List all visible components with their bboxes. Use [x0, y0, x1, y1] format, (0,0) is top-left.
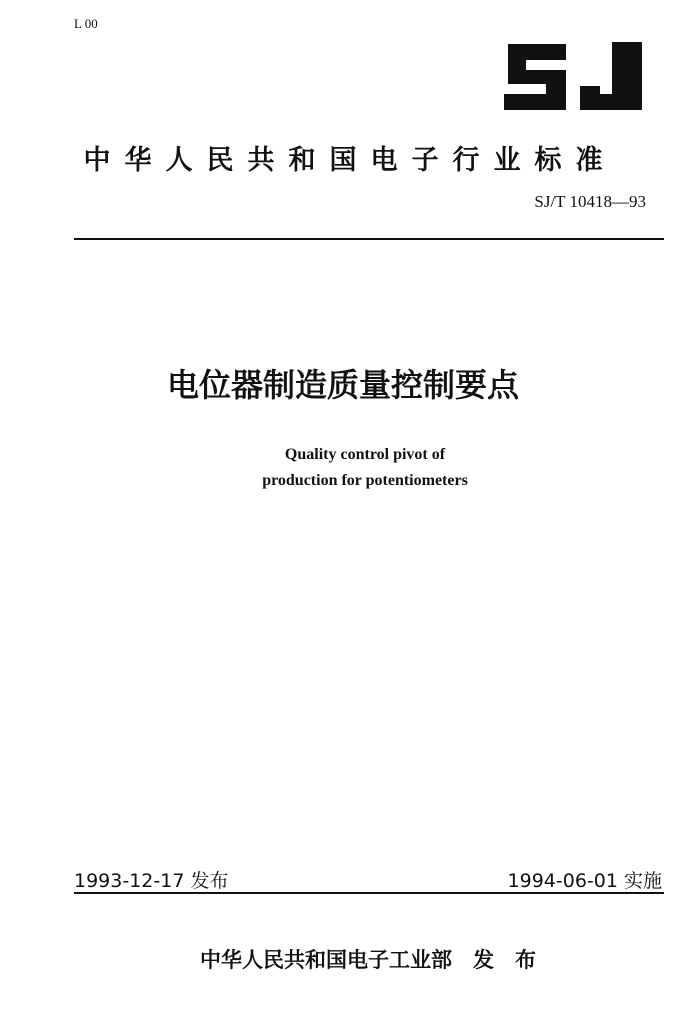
implementation-date: 1994-06-01 实施: [507, 870, 662, 892]
sj-logo: [500, 40, 646, 114]
title-en-line-2: production for potentiometers: [262, 472, 468, 489]
document-title-cn: 电位器制造质量控制要点: [166, 366, 519, 404]
issuing-authority: 中华人民共和国电子工业部 发 布: [200, 948, 536, 972]
classification-code: L 00: [74, 16, 98, 31]
sj-logo-graphic: [500, 40, 646, 114]
bottom-divider: [74, 892, 664, 894]
standard-body-title: 中华人民共和国电子行业标准: [83, 145, 617, 176]
title-en-line-1: Quality control pivot of: [284, 446, 446, 463]
standard-number: SJ/T 10418—93: [534, 192, 646, 211]
document-title-en: [0, 442, 686, 494]
top-divider: [74, 238, 664, 240]
issue-date: 1993-12-17 发布: [74, 870, 229, 892]
